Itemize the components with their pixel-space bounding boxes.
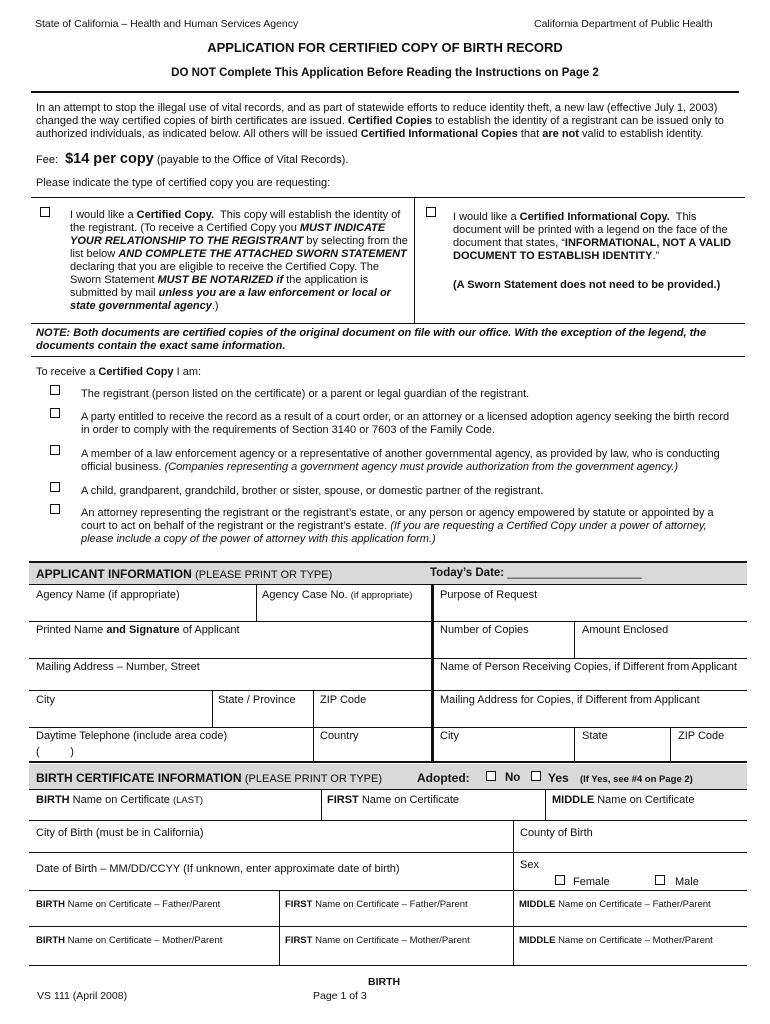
date-of-birth-field[interactable]: Date of Birth – MM/DD/CCYY (If unknown, enter approximate date of birth) — [36, 863, 400, 875]
relationship-option-1: The registrant (person listed on the certificate) or a parent or legal guardian of the registrant. — [81, 388, 530, 400]
country-field[interactable]: Country — [320, 730, 359, 742]
relationship-checkbox-1[interactable] — [50, 385, 60, 395]
adopted-no-checkbox[interactable] — [486, 771, 496, 781]
relationship-checkbox-3[interactable] — [50, 445, 60, 455]
form-subtitle: DO NOT Complete This Application Before Reading the Instructions on Page 2 — [171, 67, 599, 79]
relationship-option-5: An attorney representing the registrant or the registrant’s estate, or any person or agency empowered by statute or appointed by a court to act on behalf of the registrant or the registrant’s estate. (If you are requesting a Certified Copy under a power of attorney, please include a copy of the power of attorney with this application form.) — [81, 507, 714, 545]
sworn-statement-not-needed: (A Sworn Statement does not need to be provided.) — [453, 279, 721, 291]
county-of-birth-field[interactable]: County of Birth — [520, 827, 593, 839]
city-field[interactable]: City — [36, 694, 55, 706]
city-of-birth-field[interactable]: City of Birth (must be in California) — [36, 827, 204, 839]
sex-label: Sex — [520, 859, 539, 871]
form-title: APPLICATION FOR CERTIFIED COPY OF BIRTH RECORD — [207, 40, 563, 55]
father-first-name-field[interactable]: FIRST Name on Certificate – Father/Parent — [285, 899, 468, 910]
department-name: California Department of Public Health — [534, 18, 713, 30]
todays-date-label: Today’s Date: _____________________ — [430, 567, 642, 579]
todays-date-field[interactable]: _____________________ — [507, 567, 642, 579]
relationship-option-4: A child, grandparent, grandchild, brother or sister, spouse, or domestic partner of the registrant. — [81, 485, 544, 497]
form-number: VS 111 (April 2008) — [37, 990, 128, 1002]
daytime-telephone-field[interactable]: Daytime Telephone (include area code) — [36, 730, 228, 742]
birth-first-name-field[interactable]: FIRST Name on Certificate — [327, 794, 460, 806]
receive-heading: To receive a Certified Copy I am: — [36, 366, 202, 378]
relationship-option-2: A party entitled to receive the record as a result of a court order, or an attorney or a licensed adoption agency seeking the birth record in order to comply with the requirements of Section 3140 or 7603 of the Family Code. — [81, 411, 730, 436]
intro-paragraph: In an attempt to stop the illegal use of vital records, and as part of statewide efforts to reduce identity theft, a new law (effective July 1, 2003) changed the way certified copies of birth certificates are issued. Certified Copies to establish the identity of a registrant can be issued only to authorized individuals, as indicated below. All others will be issued Certified Informational Copies that are not valid to establish identity. — [36, 102, 724, 140]
amount-enclosed-field[interactable]: Amount Enclosed — [582, 624, 669, 636]
father-middle-name-field[interactable]: MIDDLE Name on Certificate – Father/Parent — [519, 899, 711, 910]
father-last-name-field[interactable]: BIRTH Name on Certificate – Father/Parent — [36, 899, 221, 910]
informational-copy-option: I would like a Certified Informational Copy. This document will be printed with a legend on the face of the document that states, “INFORMATIONAL, NOT A VALID DOCUMENT TO ESTABLISH IDENTITY.” — [453, 211, 732, 262]
agency-name-field[interactable]: Agency Name (if appropriate) — [36, 589, 180, 601]
purpose-field[interactable]: Purpose of Request — [440, 589, 538, 601]
certified-copy-option: I would like a Certified Copy. This copy will establish the identity of the registrant. (To receive a Certified Copy you MUST INDICATE YOUR RELATIONSHIP TO THE REGISTRANT by selecting from the list below AND COMPLETE THE ATTACHED SWORN STATEMENT declaring that you are eligible to receive the Certified Copy. The Sworn Statement MUST BE NOTARIZED if the application is submitted by mail unless you are a law enforcement or local or state governmental agency.) — [70, 209, 408, 312]
mother-last-name-field[interactable]: BIRTH Name on Certificate – Mother/Parent — [36, 935, 223, 946]
zip-copies-field[interactable]: ZIP Code — [678, 730, 725, 742]
sex-female-label: Female — [573, 876, 610, 888]
footer-birth-label: BIRTH — [368, 976, 401, 988]
birth-last-name-field[interactable]: BIRTH Name on Certificate (LAST) — [36, 794, 204, 806]
sex-female-checkbox[interactable] — [555, 875, 565, 885]
printed-name-signature-field[interactable]: Printed Name and Signature of Applicant — [36, 624, 240, 636]
adopted-label: Adopted: — [417, 771, 470, 785]
zip-code-field[interactable]: ZIP Code — [320, 694, 367, 706]
area-code-parens: ( ) — [36, 746, 74, 758]
relationship-checkbox-4[interactable] — [50, 482, 60, 492]
fee-line: Fee: $14 per copy (payable to the Office of Vital Records). — [36, 151, 349, 167]
header-divider — [31, 91, 739, 93]
agency-name: State of California – Health and Human Services Agency — [35, 18, 299, 30]
sex-male-label: Male — [675, 876, 699, 888]
page-number: Page 1 of 3 — [313, 990, 367, 1002]
receiving-person-field[interactable]: Name of Person Receiving Copies, if Different from Applicant — [440, 661, 737, 673]
mailing-address-field[interactable]: Mailing Address – Number, Street — [36, 661, 200, 673]
state-province-field[interactable]: State / Province — [218, 694, 296, 706]
agency-case-no-field[interactable]: Agency Case No. (if appropriate) — [262, 589, 413, 601]
adopted-yes-checkbox[interactable] — [531, 771, 541, 781]
mother-middle-name-field[interactable]: MIDDLE Name on Certificate – Mother/Parent — [519, 935, 713, 946]
note-text: NOTE: Both documents are certified copies of the original document on file with our office. With the exception of the legend, the documents contain the exact same information. — [36, 327, 707, 352]
city-copies-field[interactable]: City — [440, 730, 459, 742]
relationship-checkbox-2[interactable] — [50, 408, 60, 418]
relationship-checkbox-5[interactable] — [50, 504, 60, 514]
relationship-option-3: A member of a law enforcement agency or a representative of another governmental agency, as provided by law, who is conducting official business. (Companies representing a government agency must provide authorization from the government agency.) — [81, 448, 720, 473]
certified-copy-checkbox[interactable] — [40, 207, 50, 217]
indicate-instruction: Please indicate the type of certified copy you are requesting: — [36, 177, 331, 189]
state-copies-field[interactable]: State — [582, 730, 608, 742]
birth-heading: BIRTH CERTIFICATE INFORMATION (PLEASE PRINT OR TYPE) — [36, 771, 383, 785]
adopted-yes-note: (If Yes, see #4 on Page 2) — [580, 774, 693, 785]
birth-middle-name-field[interactable]: MIDDLE Name on Certificate — [552, 794, 695, 806]
sex-male-checkbox[interactable] — [655, 875, 665, 885]
applicant-heading: APPLICANT INFORMATION (PLEASE PRINT OR TYPE) — [36, 567, 333, 581]
number-of-copies-field[interactable]: Number of Copies — [440, 624, 529, 636]
fee-amount: $14 per copy — [65, 151, 154, 167]
mother-first-name-field[interactable]: FIRST Name on Certificate – Mother/Parent — [285, 935, 470, 946]
adopted-no-label: No — [505, 772, 521, 784]
informational-copy-checkbox[interactable] — [426, 207, 436, 217]
mailing-address-copies-field[interactable]: Mailing Address for Copies, if Different from Applicant — [440, 694, 700, 706]
adopted-yes-label: Yes — [548, 771, 569, 785]
